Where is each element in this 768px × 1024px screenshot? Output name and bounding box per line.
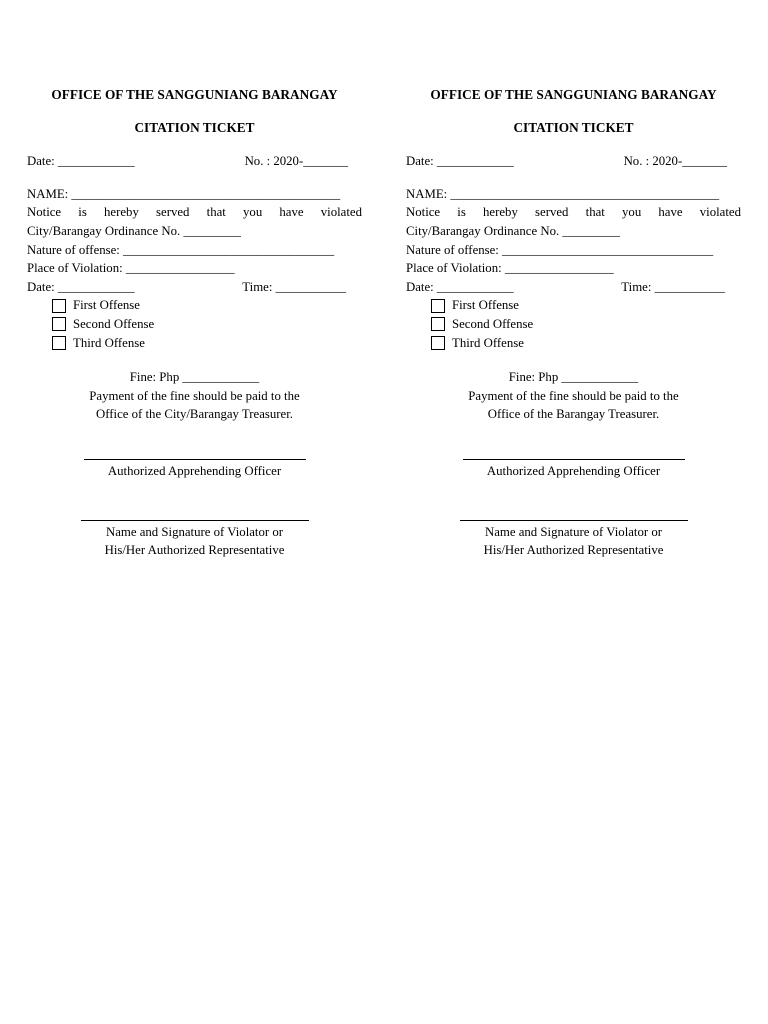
violation-date-field[interactable]: Date: ____________ (27, 279, 135, 294)
citation-ticket-right (406, 86, 741, 560)
date-number-row (406, 152, 741, 171)
checkbox[interactable] (52, 336, 66, 350)
violation-date-field[interactable]: Date: ____________ (406, 279, 514, 294)
ticket-number-field[interactable]: No. : 2020-_______ (244, 154, 348, 169)
checkbox[interactable] (431, 317, 445, 331)
first-offense-option[interactable] (431, 296, 741, 315)
citation-ticket-left (27, 86, 362, 560)
date-time-row (27, 278, 362, 297)
option-label: Second Offense (452, 316, 534, 331)
payment-note-line1: Payment of the fine should be paid to the (89, 388, 300, 403)
violator-signature-label-line2: His/Her Authorized Representative (483, 543, 664, 558)
checkbox[interactable] (431, 336, 445, 350)
checkbox[interactable] (431, 299, 445, 313)
notice-text: Notice is hereby served that you have violated (27, 205, 362, 220)
office-heading: OFFICE OF THE SANGGUNIANG BARANGAY (430, 87, 717, 102)
name-field[interactable]: NAME: __________________________________________ (406, 186, 720, 201)
violator-signature-line[interactable] (460, 520, 688, 521)
officer-signature-line[interactable] (84, 459, 306, 460)
name-field[interactable]: NAME: __________________________________________ (27, 186, 341, 201)
option-label: First Offense (452, 298, 519, 313)
first-offense-option[interactable] (52, 296, 362, 315)
fine-field[interactable]: Fine: Php ____________ (129, 370, 260, 385)
date-field[interactable]: Date: ____________ (406, 154, 514, 169)
payment-note-line1: Payment of the fine should be paid to the (468, 388, 679, 403)
violator-signature-label-line1: Name and Signature of Violator or (484, 524, 663, 539)
checkbox[interactable] (52, 317, 66, 331)
nature-of-offense-field[interactable]: Nature of offense: _________________________________ (406, 242, 714, 257)
officer-signature-label: Authorized Apprehending Officer (486, 463, 661, 478)
ticket-number-field[interactable]: No. : 2020-_______ (623, 154, 727, 169)
date-time-row (406, 278, 741, 297)
officer-signature-line[interactable] (463, 459, 685, 460)
fine-field[interactable]: Fine: Php ____________ (508, 370, 639, 385)
payment-note-line2: Office of the Barangay Treasurer. (487, 407, 660, 422)
violation-time-field[interactable]: Time: ___________ (242, 279, 346, 294)
ordinance-field[interactable]: City/Barangay Ordinance No. _________ (27, 223, 241, 238)
second-offense-option[interactable] (52, 315, 362, 334)
violator-signature-label-line1: Name and Signature of Violator or (105, 524, 284, 539)
checkbox[interactable] (52, 299, 66, 313)
option-label: Third Offense (452, 335, 524, 350)
ordinance-field[interactable]: City/Barangay Ordinance No. _________ (406, 223, 620, 238)
option-label: Third Offense (73, 335, 145, 350)
offense-checklist (431, 296, 741, 352)
ticket-title: CITATION TICKET (513, 119, 634, 135)
option-label: First Offense (73, 298, 140, 313)
place-of-violation-field[interactable]: Place of Violation: _________________ (406, 261, 614, 276)
offense-checklist (52, 296, 362, 352)
payment-note-line2: Office of the City/Barangay Treasurer. (95, 407, 293, 422)
violation-time-field[interactable]: Time: ___________ (621, 279, 725, 294)
date-number-row (27, 152, 362, 171)
violator-signature-label-line2: His/Her Authorized Representative (104, 543, 285, 558)
option-label: Second Offense (73, 316, 155, 331)
second-offense-option[interactable] (431, 315, 741, 334)
nature-of-offense-field[interactable]: Nature of offense: _________________________________ (27, 242, 335, 257)
ticket-title: CITATION TICKET (134, 119, 255, 135)
office-heading: OFFICE OF THE SANGGUNIANG BARANGAY (51, 87, 338, 102)
notice-text: Notice is hereby served that you have violated (406, 205, 741, 220)
third-offense-option[interactable] (52, 334, 362, 353)
violator-signature-line[interactable] (81, 520, 309, 521)
place-of-violation-field[interactable]: Place of Violation: _________________ (27, 261, 235, 276)
third-offense-option[interactable] (431, 334, 741, 353)
date-field[interactable]: Date: ____________ (27, 154, 135, 169)
officer-signature-label: Authorized Apprehending Officer (107, 463, 282, 478)
